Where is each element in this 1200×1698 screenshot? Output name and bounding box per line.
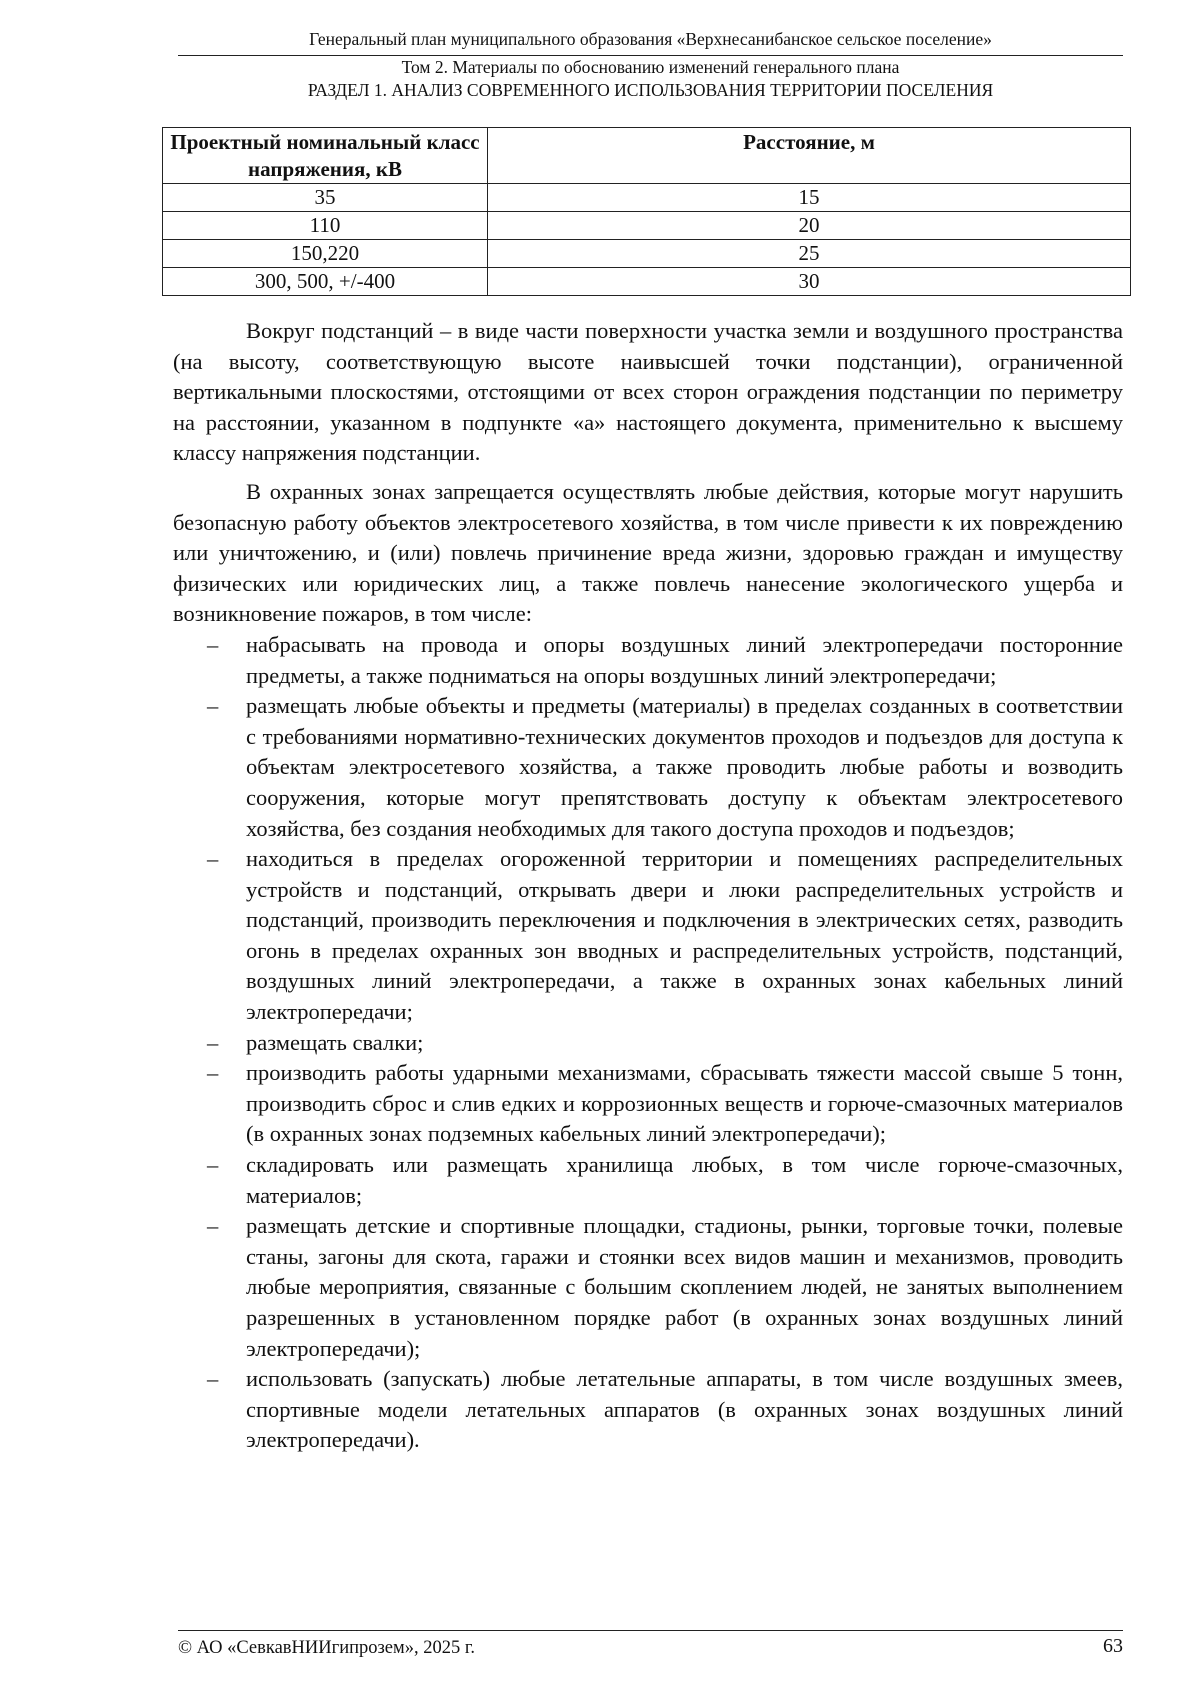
table-cell-distance: 15 (488, 184, 1131, 212)
table-row (163, 268, 1131, 296)
footer-copyright: © АО «СевкавНИИгипрозем», 2025 г. (178, 1638, 475, 1658)
list-item (173, 1058, 1123, 1150)
list-item (173, 1211, 1123, 1364)
list-item-text: производить работы ударными механизмами, сбрасывать тяжести массой свыше 5 тонн, производить сброс и слив едких и коррозионных веществ и горюче-смазочных материалов (в охранных зонах подземных кабельных линий электропередачи); (246, 1060, 1123, 1147)
table-row (163, 240, 1131, 268)
dash-bullet: – (207, 1029, 219, 1055)
dash-bullet: – (207, 846, 219, 872)
header-volume-title: Том 2. Материалы по обоснованию изменений генерального плана (401, 57, 900, 77)
footer-divider (178, 1630, 1123, 1631)
table-cell-voltage: 110 (163, 212, 488, 240)
dash-bullet: – (207, 693, 219, 719)
table-cell-distance: 20 (488, 212, 1131, 240)
table-row (163, 212, 1131, 240)
dash-bullet: – (207, 1060, 219, 1086)
list-item-text: складировать или размещать хранилища любых, в том числе горюче-смазочных, материалов; (246, 1152, 1123, 1208)
list-item-text: находиться в пределах огороженной территории и помещениях распределительных устройств и подстанций, открывать двери и люки распределительных устройств и подстанций, производить переключения и подключения в электрических сетях, разводить огонь в пределах охранных зон вводных и распределительных устройств, подстанций, воздушных линий электропередачи, а также в охранных зонах кабельных линий электропередачи; (246, 846, 1123, 1025)
header-divider (178, 55, 1123, 56)
list-item-text: размещать любые объекты и предметы (материалы) в пределах созданных в соответствии с требованиями нормативно-технических документов проходов и подъездов для доступа к объектам электросетевого хозяйства, а также проводить любые работы и возводить сооружения, которые могут препятствовать доступу к объектам электросетевого хозяйства, без создания необходимых для такого доступа проходов и подъездов; (246, 693, 1123, 841)
list-item (173, 1028, 1123, 1059)
list-item-text: размещать детские и спортивные площадки, стадионы, рынки, торговые точки, полевые станы, загоны для скота, гаражи и стоянки всех видов машин и механизмов, проводить любые мероприятия, связанные с большим скоплением людей, не занятых выполнением разрешенных в установленном порядке работ (в охранных зонах воздушных линий электропередачи); (246, 1213, 1123, 1361)
dash-bullet: – (207, 1213, 219, 1239)
dash-bullet: – (207, 1152, 219, 1178)
paragraph-prohibitions-intro: В охранных зонах запрещается осуществлять любые действия, которые могут нарушить безопасную работу объектов электросетевого хозяйства, в том числе привести к их повреждению или уничтожению, и (или) повлечь причинение вреда жизни, здоровью граждан и имуществу физических или юридических лиц, а также повлечь нанесение экологического ущерба и возникновение пожаров, в том числе: (173, 478, 1123, 627)
table-header-voltage: Проектный номинальный класс напряжения, кВ (163, 128, 488, 184)
table-row (163, 184, 1131, 212)
dash-bullet: – (207, 1366, 219, 1392)
header-section-title: РАЗДЕЛ 1. АНАЛИЗ СОВРЕМЕННОГО ИСПОЛЬЗОВАНИЯ ТЕРРИТОРИИ ПОСЕЛЕНИЯ (307, 80, 994, 100)
document-body (173, 316, 1123, 1456)
table-cell-voltage: 150,220 (163, 240, 488, 268)
list-item (173, 630, 1123, 691)
voltage-distance-table (162, 127, 1131, 296)
list-item-text: использовать (запускать) любые летательные аппараты, в том числе воздушных змеев, спортивные модели летательных аппаратов (в охранных зонах воздушных линий электропередачи). (246, 1366, 1123, 1453)
list-item-text: набрасывать на провода и опоры воздушных линий электропередачи посторонние предметы, а также подниматься на опоры воздушных линий электропередачи; (246, 631, 1123, 688)
table-cell-distance: 30 (488, 268, 1131, 296)
dash-bullet: – (207, 631, 219, 657)
table-cell-voltage: 300, 500, +/-400 (163, 268, 488, 296)
list-item (173, 844, 1123, 1028)
table-header-row (163, 128, 1131, 184)
table-cell-voltage: 35 (163, 184, 488, 212)
list-item-text: размещать свалки; (246, 1029, 424, 1055)
page-number: 63 (1103, 1635, 1123, 1657)
table-header-distance: Расстояние, м (488, 128, 1131, 184)
prohibitions-list (173, 630, 1123, 1456)
header-document-title: Генеральный план муниципального образования «Верхнесанибанское сельское поселение» (309, 29, 992, 49)
list-item (173, 1150, 1123, 1211)
list-item (173, 691, 1123, 844)
list-item (173, 1364, 1123, 1456)
table-cell-distance: 25 (488, 240, 1131, 268)
paragraph-substations: Вокруг подстанций – в виде части поверхности участка земли и воздушного пространства (на высоту, соответствующую высоте наивысшей точки подстанции), ограниченной вертикальными плоскостями, отстоящими от всех сторон ограждения подстанции по периметру на расстоянии, указанном в подпункте «а» настоящего документа, применительно к высшему классу напряжения подстанции. (173, 318, 1123, 466)
